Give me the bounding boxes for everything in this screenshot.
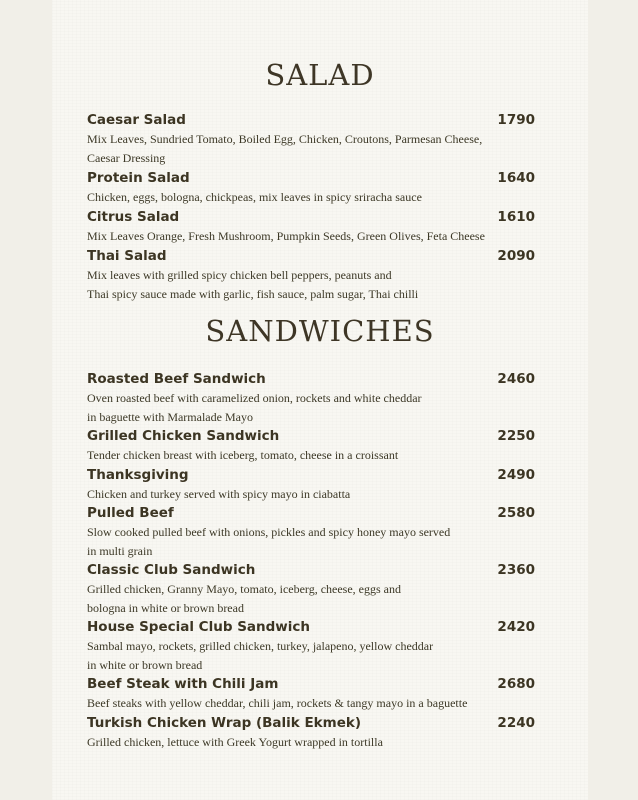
menu-item-name: Thai Salad [87,248,167,264]
menu-item-name: House Special Club Sandwich [87,619,311,635]
menu-item [87,713,535,752]
menu-item-header [87,465,535,485]
menu-item-description: Tender chicken breast with iceberg, tomato, cheese in a croissant [87,448,399,462]
menu-item-description: bologna in white or brown bread [87,600,244,615]
menu-item-description: Slow cooked pulled beef with onions, pickles and spicy honey mayo served [87,525,451,539]
menu-item-name: Roasted Beef Sandwich [87,371,266,387]
menu-item-price: 2420 [497,619,535,635]
menu-item [87,617,535,674]
menu-item-name: Pulled Beef [87,505,174,521]
menu-item [87,465,535,504]
menu-item-description: in baguette with Marmalade Mayo [87,409,253,424]
menu-item-name: Classic Club Sandwich [87,562,256,578]
menu-item-name: Turkish Chicken Wrap (Balik Ekmek) [87,714,362,731]
menu-item-description: Mix Leaves, Sundried Tomato, Boiled Egg, Chicken, Croutons, Parmesan Cheese, [87,132,483,146]
menu-item-description: Sambal mayo, rockets, grilled chicken, turkey, jalapeno, yellow cheddar [87,639,434,653]
salad-item-list [87,110,535,304]
menu-item-name: Protein Salad [87,170,190,186]
menu-item [87,207,535,246]
section-title-sandwiches: SANDWICHES [205,314,435,348]
menu-item-header [87,168,535,188]
menu-item-description: Caesar Dressing [87,151,166,165]
section-title-salad: SALAD [265,58,375,92]
menu-item-name: Grilled Chicken Sandwich [87,428,280,444]
menu-item-price: 2360 [497,562,535,578]
menu-item-name: Beef Steak with Chili Jam [87,676,279,692]
menu-item-description: in multi grain [87,543,153,558]
menu-item [87,560,535,617]
menu-item [87,426,535,465]
menu-item-name: Caesar Salad [87,112,186,128]
menu-page [52,0,588,800]
menu-item [87,369,535,426]
menu-item-price: 2460 [497,371,535,387]
menu-item-price: 1790 [497,112,535,128]
menu-item-description: in white or brown bread [87,657,203,672]
menu-item-description: Chicken, eggs, bologna, chickpeas, mix leaves in spicy sriracha sauce [87,190,422,204]
menu-item-description: Oven roasted beef with caramelized onion, rockets and white cheddar [87,391,422,405]
menu-item-description: Mix Leaves Orange, Fresh Mushroom, Pumpkin Seeds, Green Olives, Feta Cheese [87,229,485,243]
menu-item-header [87,560,535,580]
menu-item-price: 2250 [497,428,535,444]
menu-item-description: Chicken and turkey served with spicy mayo in ciabatta [87,486,351,501]
menu-item-price: 1640 [497,170,535,186]
menu-item [87,674,535,713]
menu-item [87,168,535,207]
menu-item-price: 2490 [497,466,535,483]
menu-item-description: Thai spicy sauce made with garlic, fish sauce, palm sugar, Thai chilli [87,287,419,301]
menu-item-price: 2680 [497,676,535,692]
menu-item-price: 2580 [497,505,535,521]
menu-item-header [87,110,535,130]
menu-item [87,503,535,560]
menu-item-name: Thanksgiving [87,466,189,483]
menu-item [87,110,535,168]
menu-item-price: 1610 [497,209,535,225]
menu-item-price: 2090 [497,248,535,264]
menu-item-description: Mix leaves with grilled spicy chicken bell peppers, peanuts and [87,268,392,282]
menu-item [87,246,535,304]
menu-item-description: Grilled chicken, Granny Mayo, tomato, iceberg, cheese, eggs and [87,582,402,596]
menu-item-description: Grilled chicken, lettuce with Greek Yogurt wrapped in tortilla [87,734,383,749]
sandwich-item-list [87,369,535,751]
menu-item-header [87,713,535,733]
menu-item-header [87,369,535,389]
menu-item-description: Beef steaks with yellow cheddar, chili jam, rockets & tangy mayo in a baguette [87,696,468,710]
menu-item-name: Citrus Salad [87,209,180,225]
menu-item-header [87,674,535,694]
menu-item-header [87,617,535,637]
menu-item-header [87,426,535,446]
menu-item-header [87,207,535,227]
menu-item-price: 2240 [497,714,535,731]
menu-item-header [87,503,535,523]
menu-item-header [87,246,535,266]
